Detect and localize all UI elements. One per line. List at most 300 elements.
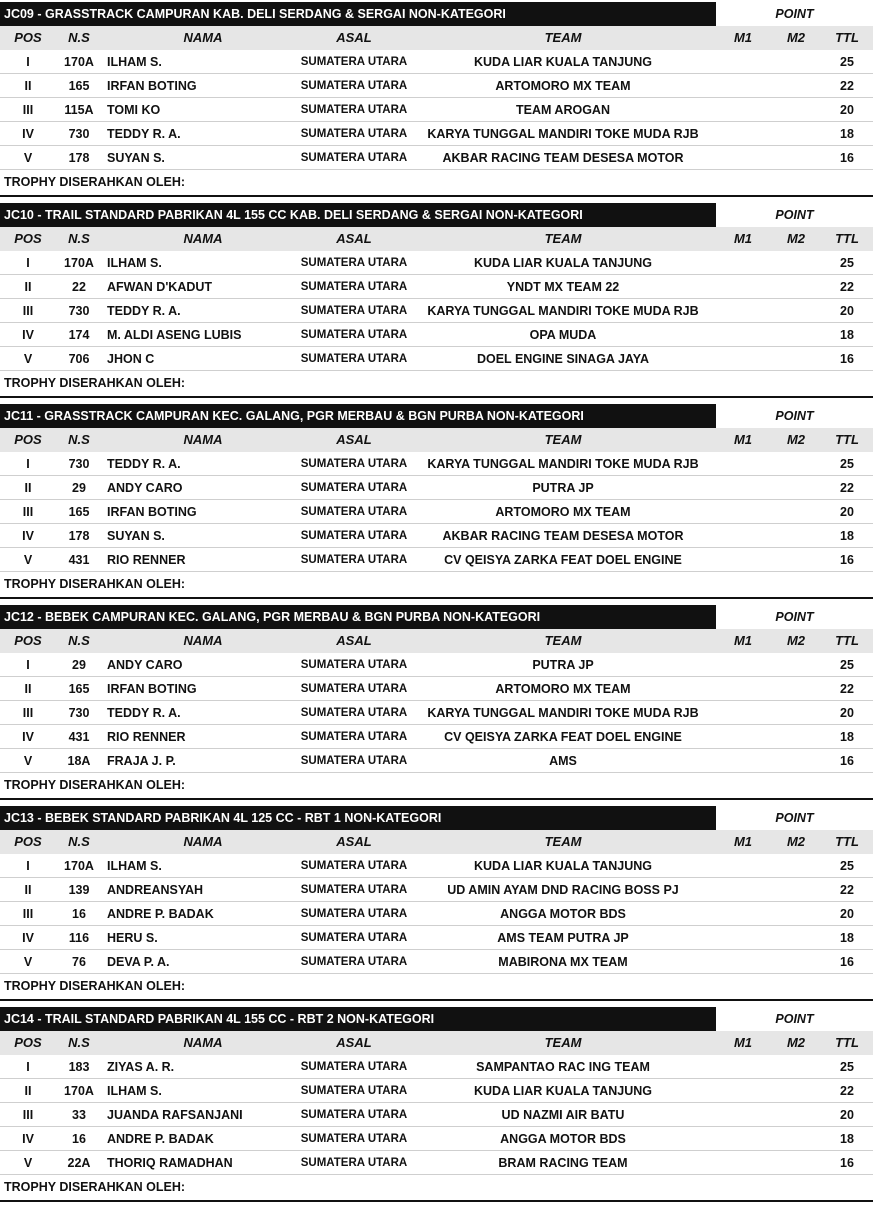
cell-asal: SUMATERA UTARA [300,305,408,317]
section-divider [0,597,873,599]
cell-ttl: 16 [840,1156,854,1170]
cell-m2 [770,548,822,572]
cell-m2 [770,926,822,950]
class-title: JC12 - BEBEK CAMPURAN KEC. GALANG, PGR MERBAU & BGN PURBA NON-KATEGORI [0,605,716,629]
cell-nama: ZIYAS A. R. [107,1060,175,1074]
cell-ns: 165 [68,682,90,696]
cell-nama: JHON C [107,352,155,366]
cell-nama: ILHAM S. [107,55,162,69]
column-header-team: TEAM [544,30,582,45]
result-row [0,854,873,878]
results-section [0,603,873,804]
cell-ns: 16 [72,907,86,921]
column-header-ns: N.S [68,834,90,849]
cell-ns: 431 [68,730,90,744]
cell-ns: 730 [68,457,90,471]
class-title: JC14 - TRAIL STANDARD PABRIKAN 4L 155 CC - RBT 2 NON-KATEGORI [0,1007,716,1031]
cell-asal: SUMATERA UTARA [300,353,408,365]
cell-m1 [716,347,770,371]
column-header-m1: M1 [733,1035,753,1050]
column-header-row [0,26,873,50]
cell-ns: 165 [68,505,90,519]
cell-team: KUDA LIAR KUALA TANJUNG [474,55,652,69]
cell-ns: 174 [68,328,90,342]
cell-pos: III [22,304,34,318]
cell-pos: III [22,505,34,519]
cell-ttl: 25 [840,55,854,69]
cell-nama: ANDY CARO [107,658,183,672]
column-header-m1: M1 [733,231,753,246]
result-row [0,500,873,524]
result-row [0,50,873,74]
cell-m1 [716,749,770,773]
cell-pos: V [23,553,33,567]
cell-ttl: 18 [840,127,854,141]
cell-asal: SUMATERA UTARA [300,755,408,767]
results-section [0,804,873,1005]
cell-nama: IRFAN BOTING [107,79,197,93]
column-header-pos: POS [14,1035,42,1050]
column-header-nama: NAMA [183,633,223,648]
column-header-row [0,428,873,452]
cell-ns: 730 [68,127,90,141]
cell-pos: IV [22,1132,34,1146]
cell-nama: JUANDA RAFSANJANI [107,1108,243,1122]
cell-team: AMS [549,754,577,768]
result-row [0,1127,873,1151]
result-row [0,1103,873,1127]
cell-m1 [716,122,770,146]
cell-m1 [716,74,770,98]
cell-ns: 116 [68,931,90,945]
column-header-pos: POS [14,432,42,447]
cell-team: PUTRA JP [532,481,594,495]
cell-asal: SUMATERA UTARA [300,1085,408,1097]
class-title: JC10 - TRAIL STANDARD PABRIKAN 4L 155 CC KAB. DELI SERDANG & SERGAI NON-KATEGORI [0,203,716,227]
cell-team: TEAM AROGAN [516,103,610,117]
cell-nama: ANDY CARO [107,481,183,495]
column-header-row [0,1031,873,1055]
column-header-ttl: TTL [835,633,859,648]
point-label: POINT [775,7,814,21]
section-title-row [0,1007,873,1031]
column-header-pos: POS [14,30,42,45]
trophy-presenter-label: TROPHY DISERAHKAN OLEH: [4,376,186,390]
cell-m1 [716,323,770,347]
cell-team: KARYA TUNGGAL MANDIRI TOKE MUDA RJB [427,706,699,720]
cell-m2 [770,902,822,926]
cell-m2 [770,476,822,500]
cell-ns: 183 [68,1060,90,1074]
trophy-presenter-label: TROPHY DISERAHKAN OLEH: [4,577,186,591]
cell-m1 [716,524,770,548]
column-header-nama: NAMA [183,30,223,45]
cell-asal: SUMATERA UTARA [300,329,408,341]
cell-asal: SUMATERA UTARA [300,80,408,92]
cell-m1 [716,950,770,974]
cell-m1 [716,50,770,74]
cell-m2 [770,275,822,299]
cell-ns: 22 [72,280,86,294]
cell-team: KUDA LIAR KUALA TANJUNG [474,256,652,270]
cell-ttl: 16 [840,955,854,969]
result-row [0,524,873,548]
cell-ttl: 16 [840,352,854,366]
cell-m1 [716,98,770,122]
cell-team: ANGGA MOTOR BDS [500,1132,626,1146]
cell-pos: I [26,457,30,471]
cell-m2 [770,1151,822,1175]
column-header-ttl: TTL [835,231,859,246]
cell-m1 [716,1055,770,1079]
column-header-m2: M2 [786,1035,806,1050]
cell-team: ARTOMORO MX TEAM [495,79,631,93]
result-row [0,299,873,323]
column-header-m2: M2 [786,834,806,849]
cell-ns: 431 [68,553,90,567]
column-header-row [0,830,873,854]
cell-asal: SUMATERA UTARA [300,956,408,968]
section-divider [0,999,873,1001]
result-row [0,902,873,926]
cell-team: CV QEISYA ZARKA FEAT DOEL ENGINE [444,730,682,744]
cell-ns: 22A [67,1156,91,1170]
cell-ttl: 18 [840,1132,854,1146]
cell-ttl: 25 [840,256,854,270]
cell-pos: IV [22,730,34,744]
class-title: JC13 - BEBEK STANDARD PABRIKAN 4L 125 CC - RBT 1 NON-KATEGORI [0,806,716,830]
cell-ttl: 22 [840,682,854,696]
column-header-pos: POS [14,834,42,849]
result-row [0,1151,873,1175]
cell-m2 [770,146,822,170]
cell-ns: 178 [68,529,90,543]
cell-ttl: 22 [840,280,854,294]
cell-asal: SUMATERA UTARA [300,152,408,164]
cell-ns: 170A [64,55,94,69]
section-title-row [0,806,873,830]
result-row [0,749,873,773]
cell-m1 [716,701,770,725]
column-header-ttl: TTL [835,30,859,45]
cell-nama: ILHAM S. [107,859,162,873]
cell-m1 [716,677,770,701]
column-header-team: TEAM [544,231,582,246]
column-header-ns: N.S [68,231,90,246]
cell-m2 [770,251,822,275]
cell-team: UD NAZMI AIR BATU [501,1108,625,1122]
cell-asal: SUMATERA UTARA [300,1157,408,1169]
cell-m1 [716,725,770,749]
point-label: POINT [775,811,814,825]
cell-nama: ILHAM S. [107,256,162,270]
cell-ttl: 22 [840,883,854,897]
cell-team: BRAM RACING TEAM [498,1156,628,1170]
cell-pos: V [23,352,33,366]
cell-m1 [716,1127,770,1151]
cell-m1 [716,653,770,677]
cell-pos: III [22,1108,34,1122]
column-header-team: TEAM [544,834,582,849]
cell-m1 [716,476,770,500]
result-row [0,725,873,749]
column-header-m2: M2 [786,633,806,648]
cell-asal: SUMATERA UTARA [300,554,408,566]
cell-ttl: 20 [840,706,854,720]
cell-m2 [770,749,822,773]
cell-nama: HERU S. [107,931,158,945]
cell-nama: TEDDY R. A. [107,706,181,720]
cell-m1 [716,1079,770,1103]
column-header-team: TEAM [544,432,582,447]
cell-ttl: 16 [840,151,854,165]
column-header-ns: N.S [68,1035,90,1050]
cell-m1 [716,902,770,926]
cell-asal: SUMATERA UTARA [300,1061,408,1073]
column-header-asal: ASAL [336,432,372,447]
cell-m1 [716,926,770,950]
cell-asal: SUMATERA UTARA [300,707,408,719]
cell-m2 [770,524,822,548]
cell-asal: SUMATERA UTARA [300,530,408,542]
cell-m2 [770,878,822,902]
cell-m1 [716,1151,770,1175]
cell-team: CV QEISYA ZARKA FEAT DOEL ENGINE [444,553,682,567]
cell-ttl: 20 [840,304,854,318]
column-header-m1: M1 [733,633,753,648]
cell-nama: FRAJA J. P. [107,754,176,768]
cell-ns: 16 [72,1132,86,1146]
cell-asal: SUMATERA UTARA [300,128,408,140]
result-row [0,122,873,146]
result-row [0,926,873,950]
cell-ns: 178 [68,151,90,165]
cell-pos: I [26,658,30,672]
cell-asal: SUMATERA UTARA [300,257,408,269]
cell-team: ANGGA MOTOR BDS [500,907,626,921]
column-header-ttl: TTL [835,1035,859,1050]
cell-m2 [770,98,822,122]
cell-pos: V [23,151,33,165]
trophy-presenter-label: TROPHY DISERAHKAN OLEH: [4,175,186,189]
cell-asal: SUMATERA UTARA [300,659,408,671]
cell-m2 [770,725,822,749]
cell-pos: III [22,706,34,720]
cell-ttl: 18 [840,529,854,543]
cell-pos: II [24,883,32,897]
cell-m1 [716,854,770,878]
cell-ttl: 22 [840,1084,854,1098]
result-row [0,677,873,701]
cell-m2 [770,299,822,323]
cell-m2 [770,452,822,476]
column-header-asal: ASAL [336,1035,372,1050]
point-label: POINT [775,1012,814,1026]
column-header-ttl: TTL [835,834,859,849]
cell-pos: IV [22,931,34,945]
cell-asal: SUMATERA UTARA [300,458,408,470]
cell-m2 [770,347,822,371]
column-header-m1: M1 [733,834,753,849]
section-divider [0,1200,873,1202]
cell-team: KUDA LIAR KUALA TANJUNG [474,859,652,873]
result-row [0,1079,873,1103]
cell-asal: SUMATERA UTARA [300,56,408,68]
cell-asal: SUMATERA UTARA [300,104,408,116]
column-header-row [0,629,873,653]
cell-ttl: 22 [840,481,854,495]
cell-ns: 76 [72,955,86,969]
cell-pos: IV [22,127,34,141]
cell-ttl: 25 [840,859,854,873]
cell-team: AMS TEAM PUTRA JP [497,931,629,945]
result-row [0,878,873,902]
cell-pos: I [26,1060,30,1074]
cell-pos: IV [22,529,34,543]
cell-ns: 730 [68,304,90,318]
column-header-asal: ASAL [336,834,372,849]
cell-ttl: 25 [840,457,854,471]
cell-pos: II [24,280,32,294]
cell-m1 [716,275,770,299]
cell-pos: V [23,955,33,969]
cell-m1 [716,299,770,323]
column-header-asal: ASAL [336,30,372,45]
cell-nama: ANDRE P. BADAK [107,1132,214,1146]
column-header-m1: M1 [733,30,753,45]
cell-m1 [716,878,770,902]
cell-ns: 18A [67,754,91,768]
cell-nama: ILHAM S. [107,1084,162,1098]
cell-m2 [770,677,822,701]
cell-nama: IRFAN BOTING [107,682,197,696]
cell-ttl: 20 [840,1108,854,1122]
result-row [0,323,873,347]
cell-ttl: 18 [840,328,854,342]
column-header-asal: ASAL [336,633,372,648]
cell-ns: 33 [72,1108,86,1122]
cell-ttl: 20 [840,505,854,519]
section-title-row [0,203,873,227]
cell-ns: 730 [68,706,90,720]
trophy-presenter-label: TROPHY DISERAHKAN OLEH: [4,1180,186,1194]
cell-asal: SUMATERA UTARA [300,884,408,896]
cell-team: OPA MUDA [529,328,597,342]
result-row [0,701,873,725]
cell-team: KARYA TUNGGAL MANDIRI TOKE MUDA RJB [427,304,699,318]
cell-ns: 115A [64,103,94,117]
cell-nama: AFWAN D'KADUT [107,280,213,294]
cell-nama: TEDDY R. A. [107,304,181,318]
cell-ttl: 16 [840,754,854,768]
column-header-pos: POS [14,231,42,246]
cell-asal: SUMATERA UTARA [300,506,408,518]
result-row [0,347,873,371]
cell-nama: SUYAN S. [107,529,165,543]
cell-nama: RIO RENNER [107,730,186,744]
cell-asal: SUMATERA UTARA [300,860,408,872]
column-header-m1: M1 [733,432,753,447]
cell-pos: II [24,1084,32,1098]
cell-m2 [770,122,822,146]
column-header-nama: NAMA [183,834,223,849]
result-row [0,98,873,122]
cell-ns: 139 [68,883,90,897]
cell-team: PUTRA JP [532,658,594,672]
cell-team: YNDT MX TEAM 22 [506,280,620,294]
cell-m2 [770,1055,822,1079]
cell-pos: V [23,754,33,768]
cell-ttl: 22 [840,79,854,93]
cell-m1 [716,500,770,524]
column-header-nama: NAMA [183,231,223,246]
result-row [0,653,873,677]
cell-m2 [770,50,822,74]
cell-m1 [716,548,770,572]
cell-pos: IV [22,328,34,342]
section-divider [0,798,873,800]
cell-ttl: 20 [840,103,854,117]
cell-m2 [770,1079,822,1103]
column-header-m2: M2 [786,432,806,447]
cell-pos: V [23,1156,33,1170]
cell-ttl: 25 [840,658,854,672]
trophy-presenter-label: TROPHY DISERAHKAN OLEH: [4,979,186,993]
cell-asal: SUMATERA UTARA [300,482,408,494]
column-header-ns: N.S [68,432,90,447]
results-section [0,201,873,402]
result-row [0,146,873,170]
cell-nama: TOMI KO [107,103,161,117]
cell-m1 [716,251,770,275]
result-row [0,548,873,572]
cell-team: AKBAR RACING TEAM DESESA MOTOR [442,151,684,165]
cell-m2 [770,854,822,878]
cell-asal: SUMATERA UTARA [300,731,408,743]
cell-nama: IRFAN BOTING [107,505,197,519]
cell-asal: SUMATERA UTARA [300,1109,408,1121]
cell-ns: 29 [72,481,86,495]
column-header-m2: M2 [786,231,806,246]
section-divider [0,195,873,197]
results-section [0,0,873,201]
column-header-nama: NAMA [183,432,223,447]
cell-team: KARYA TUNGGAL MANDIRI TOKE MUDA RJB [427,457,699,471]
column-header-nama: NAMA [183,1035,223,1050]
results-section [0,402,873,603]
cell-pos: II [24,682,32,696]
cell-team: MABIRONA MX TEAM [498,955,628,969]
cell-m2 [770,500,822,524]
cell-asal: SUMATERA UTARA [300,1133,408,1145]
result-row [0,251,873,275]
cell-nama: THORIQ RAMADHAN [107,1156,233,1170]
cell-team: SAMPANTAO RAC ING TEAM [476,1060,650,1074]
cell-m2 [770,653,822,677]
cell-nama: M. ALDI ASENG LUBIS [107,328,242,342]
cell-team: ARTOMORO MX TEAM [495,682,631,696]
cell-nama: ANDRE P. BADAK [107,907,214,921]
cell-ttl: 18 [840,730,854,744]
result-row [0,275,873,299]
column-header-pos: POS [14,633,42,648]
cell-asal: SUMATERA UTARA [300,908,408,920]
cell-ttl: 25 [840,1060,854,1074]
result-row [0,1055,873,1079]
result-row [0,452,873,476]
trophy-presenter-label: TROPHY DISERAHKAN OLEH: [4,778,186,792]
cell-pos: II [24,79,32,93]
